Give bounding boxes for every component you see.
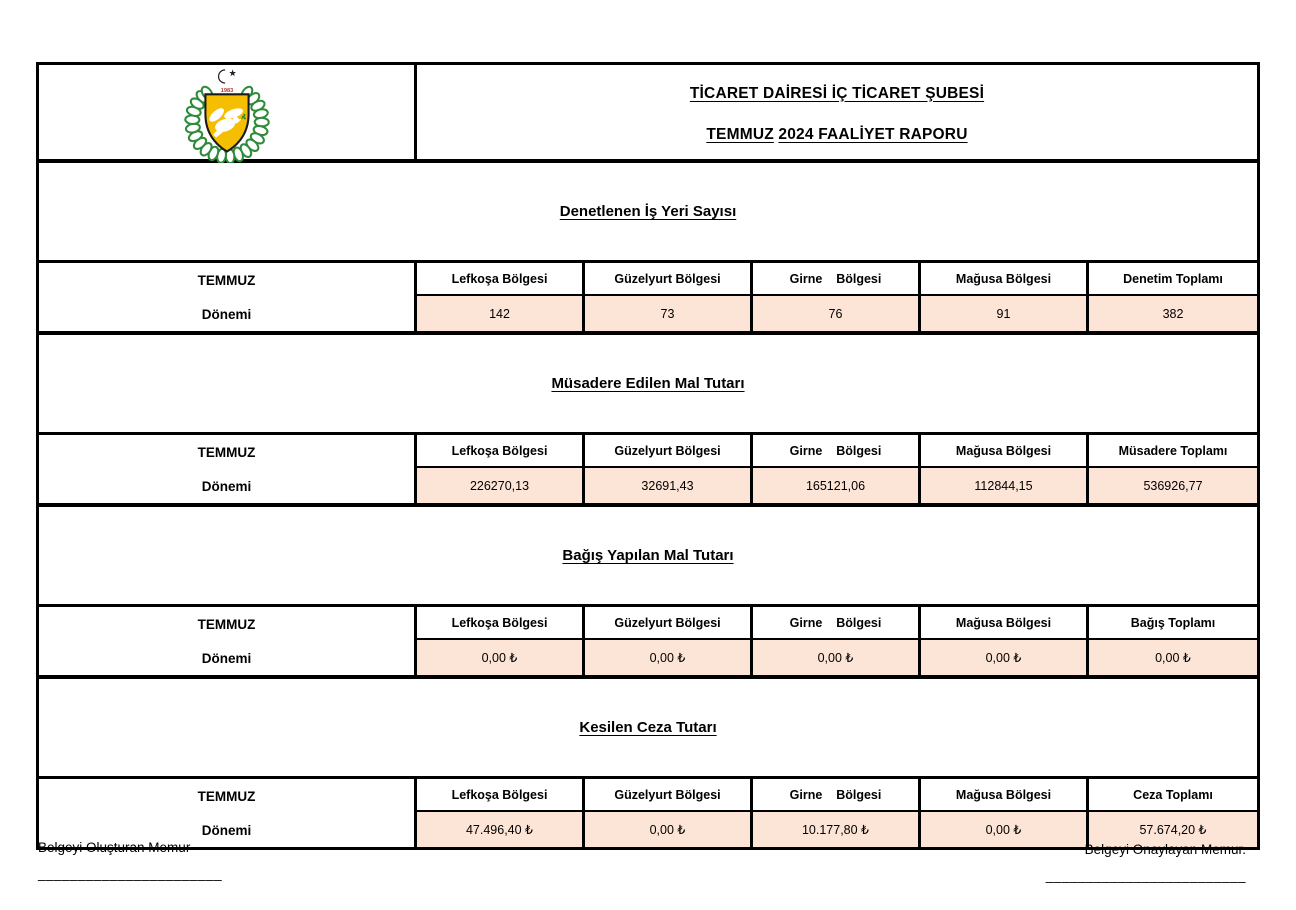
emblem-year: 1983: [220, 87, 233, 94]
total-value-cell: 382: [1089, 296, 1257, 331]
period-month: TEMMUZ: [197, 788, 256, 804]
table-denetlenen: [39, 260, 1257, 335]
kktc-coat-of-arms-icon: [166, 65, 288, 163]
period-label-cell: [39, 263, 417, 331]
region-header-cell: Girne Bölgesi: [753, 607, 921, 640]
total-value-cell: 536926,77: [1089, 468, 1257, 503]
value-cell: 226270,13: [417, 468, 585, 503]
region-header-cell: Lefkoşa Bölgesi: [417, 263, 585, 296]
region-header-cell: Lefkoşa Bölgesi: [417, 779, 585, 812]
period-month: TEMMUZ: [197, 272, 256, 288]
report-header: [39, 65, 1257, 163]
region-header-cell: Mağusa Bölgesi: [921, 779, 1089, 812]
value-cell: 0,00 ₺: [753, 640, 921, 675]
value-cell: 73: [585, 296, 753, 331]
total-value-cell: 0,00 ₺: [1089, 640, 1257, 675]
creator-signature-block: [38, 840, 222, 881]
value-cell: 0,00 ₺: [921, 640, 1089, 675]
value-cell: 142: [417, 296, 585, 331]
period-label-cell: [39, 779, 417, 847]
region-header-cell: Güzelyurt Bölgesi: [585, 779, 753, 812]
region-header-cell: Güzelyurt Bölgesi: [585, 607, 753, 640]
creator-signature-line: _______________________: [38, 866, 223, 881]
approver-signature-line: _________________________: [1045, 868, 1246, 883]
period-word: Dönemi: [201, 650, 252, 666]
report-title: TEMMUZ 2024 FAALİYET RAPORU: [706, 125, 968, 143]
value-cell: 165121,06: [753, 468, 921, 503]
value-cell: 0,00 ₺: [585, 812, 753, 847]
section-title-denetlenen: Denetlenen İş Yeri Sayısı: [559, 203, 737, 220]
creator-label: Belgeyi Oluşturan Memur: [38, 840, 191, 855]
region-header-cell: Lefkoşa Bölgesi: [417, 435, 585, 468]
region-header-cell: Girne Bölgesi: [753, 779, 921, 812]
region-header-cell: Mağusa Bölgesi: [921, 607, 1089, 640]
table-musadere: [39, 432, 1257, 507]
total-value-cell: 57.674,20 ₺: [1089, 812, 1257, 847]
value-cell: 10.177,80 ₺: [753, 812, 921, 847]
crescent-star-icon: [218, 69, 235, 83]
value-cell: 76: [753, 296, 921, 331]
region-header-cell: Girne Bölgesi: [753, 435, 921, 468]
period-month: TEMMUZ: [197, 444, 256, 460]
value-cell: 32691,43: [585, 468, 753, 503]
region-header-cell: Lefkoşa Bölgesi: [417, 607, 585, 640]
section-title-bagis: Bağış Yapılan Mal Tutarı: [562, 547, 734, 564]
period-label-cell: [39, 607, 417, 675]
approver-label: Belgeyi Onaylayan Memur.: [1084, 842, 1246, 857]
period-word: Dönemi: [201, 306, 252, 322]
region-header-cell: Güzelyurt Bölgesi: [585, 263, 753, 296]
table-bagis: [39, 604, 1257, 679]
total-header-cell: Müsadere Toplamı: [1089, 435, 1257, 468]
logo-cell: [39, 65, 417, 163]
region-header-cell: Girne Bölgesi: [753, 263, 921, 296]
approver-signature-block: [1046, 842, 1246, 883]
region-header-cell: Mağusa Bölgesi: [921, 263, 1089, 296]
value-cell: 112844,15: [921, 468, 1089, 503]
total-header-cell: Ceza Toplamı: [1089, 779, 1257, 812]
total-header-cell: Bağış Toplamı: [1089, 607, 1257, 640]
period-word: Dönemi: [201, 822, 252, 838]
period-word: Dönemi: [201, 478, 252, 494]
value-cell: 0,00 ₺: [585, 640, 753, 675]
table-ceza: [39, 776, 1257, 847]
value-cell: 91: [921, 296, 1089, 331]
value-cell: 0,00 ₺: [417, 640, 585, 675]
value-cell: 0,00 ₺: [921, 812, 1089, 847]
section-title-ceza: Kesilen Ceza Tutarı: [579, 719, 717, 736]
period-month: TEMMUZ: [197, 616, 256, 632]
total-header-cell: Denetim Toplamı: [1089, 263, 1257, 296]
period-label-cell: [39, 435, 417, 503]
region-header-cell: Güzelyurt Bölgesi: [585, 435, 753, 468]
report-titles: [417, 65, 1257, 163]
report-page: [36, 62, 1260, 850]
region-header-cell: Mağusa Bölgesi: [921, 435, 1089, 468]
org-title: TİCARET DAİRESİ İÇ TİCARET ŞUBESİ: [689, 84, 985, 102]
value-cell: 47.496,40 ₺: [417, 812, 585, 847]
section-title-musadere: Müsadere Edilen Mal Tutarı: [551, 375, 745, 392]
